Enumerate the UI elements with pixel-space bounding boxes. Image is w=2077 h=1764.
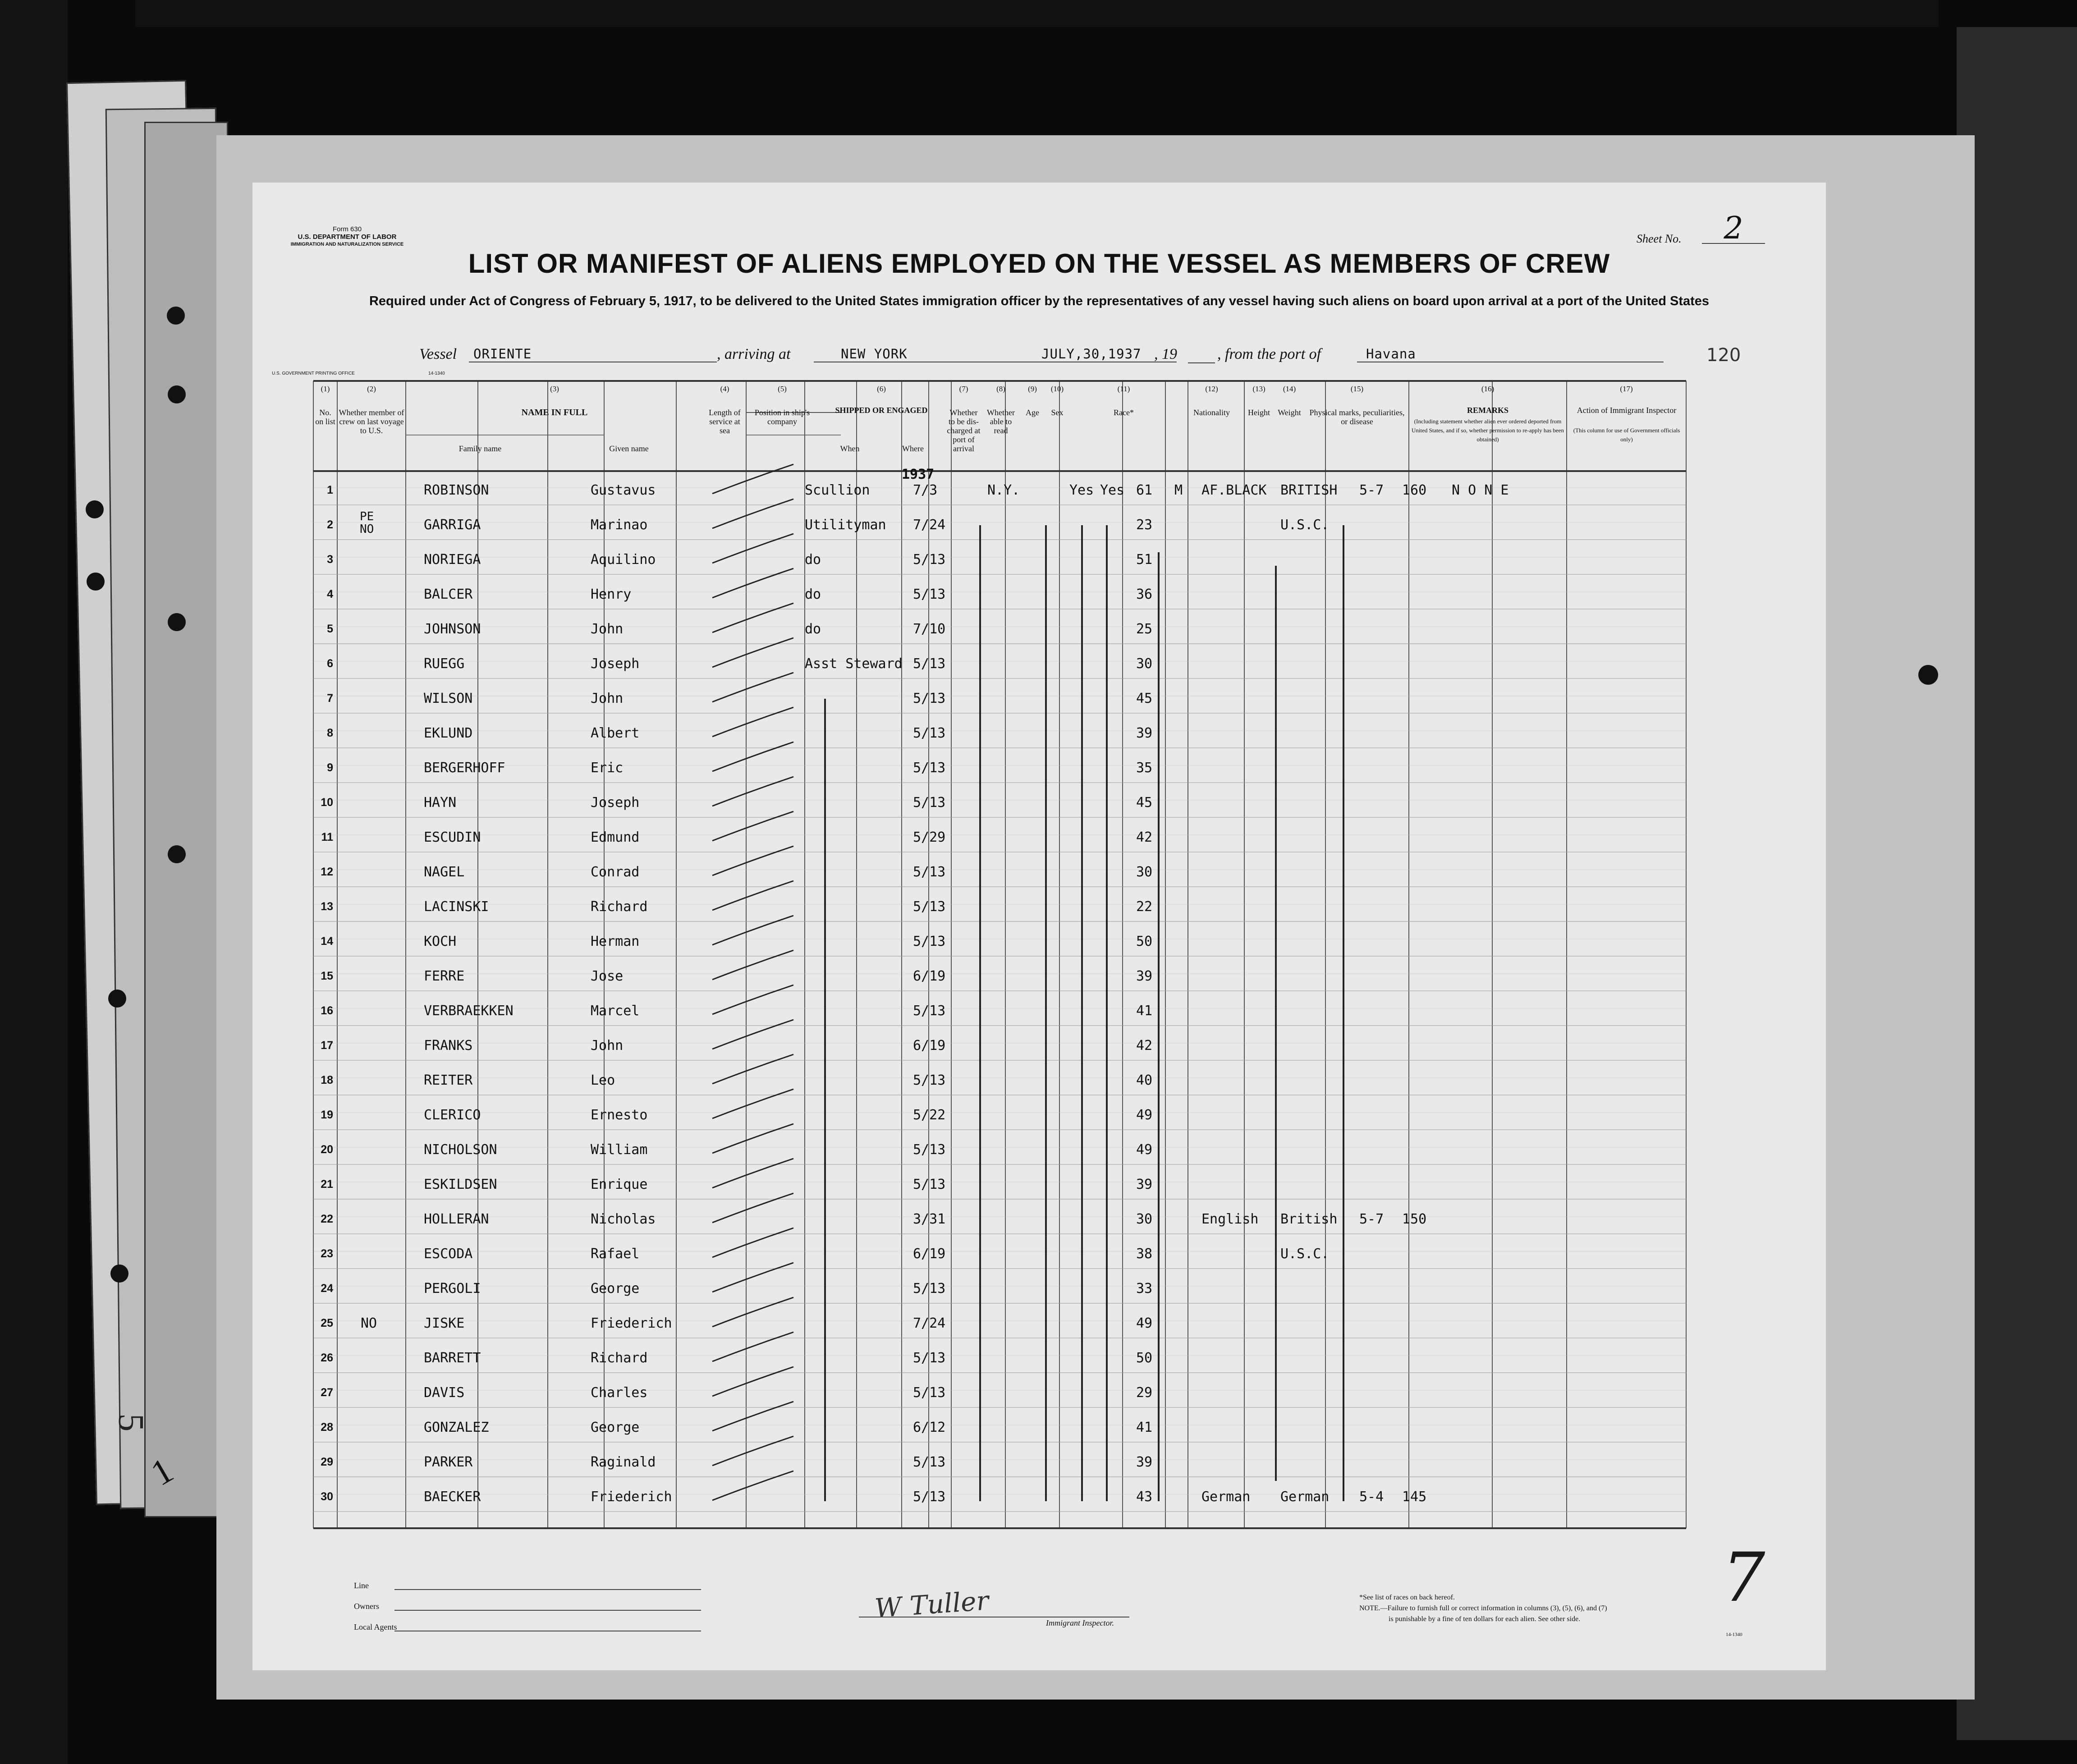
- column-number: (7): [959, 385, 968, 393]
- footer-agents-blank: [394, 1622, 701, 1631]
- family-name: REITER: [424, 1072, 473, 1088]
- shipped-when: 5/13: [913, 691, 946, 706]
- position-in-company: do: [805, 552, 821, 568]
- service-check-mark: [712, 916, 793, 945]
- given-name: George: [591, 1420, 640, 1435]
- shipped-when: 3/31: [913, 1211, 946, 1227]
- row-number: 13: [321, 900, 333, 913]
- family-name: RUEGG: [424, 656, 465, 672]
- film-edge-top: [135, 0, 1939, 27]
- given-name: Gustavus: [591, 482, 656, 498]
- given-name: Richard: [591, 899, 648, 915]
- row-number: 4: [327, 588, 333, 600]
- age: 29: [1136, 1385, 1153, 1401]
- family-name: BERGERHOFF: [424, 760, 505, 776]
- given-name: Rafael: [591, 1246, 640, 1262]
- height: 5-7: [1359, 482, 1384, 498]
- form-number: Form 630: [332, 225, 362, 233]
- age: 45: [1136, 795, 1153, 811]
- column-number: (12): [1205, 385, 1218, 393]
- footer-agents-label: Local Agents: [354, 1622, 397, 1631]
- row-number: 24: [321, 1282, 333, 1295]
- family-name: GONZALEZ: [424, 1420, 489, 1435]
- age: 23: [1136, 517, 1153, 533]
- row-number: 20: [321, 1143, 333, 1156]
- family-name: PERGOLI: [424, 1281, 481, 1297]
- footer-line-label: Line: [354, 1581, 369, 1590]
- punch-hole: [87, 573, 105, 591]
- age: 45: [1136, 691, 1153, 706]
- given-name: Aquilino: [591, 552, 656, 568]
- department-name: U.S. DEPARTMENT OF LABOR: [298, 233, 397, 241]
- service-check-mark: [712, 1159, 793, 1188]
- nationality: German: [1280, 1489, 1330, 1505]
- remarks-header: REMARKS: [1467, 406, 1508, 415]
- age: 39: [1136, 1454, 1153, 1470]
- weight: 160: [1402, 482, 1427, 498]
- shipped-when: 5/13: [913, 656, 946, 672]
- service-check-mark: [712, 777, 793, 806]
- age: 35: [1136, 760, 1153, 776]
- row-number: 25: [321, 1317, 333, 1329]
- arrival-port: NEW YORK: [814, 346, 1030, 362]
- family-name: BAECKER: [424, 1489, 481, 1505]
- row-number: 21: [321, 1178, 333, 1191]
- service-name: IMMIGRATION AND NATURALIZATION SERVICE: [290, 242, 404, 247]
- when-header: When: [840, 444, 860, 453]
- column-header: Position in ship's company: [754, 408, 810, 426]
- age: 43: [1136, 1489, 1153, 1505]
- family-name: NICHOLSON: [424, 1142, 497, 1158]
- column-number: (17): [1620, 385, 1633, 393]
- row-number: 18: [321, 1074, 333, 1086]
- column-number: (9): [1028, 385, 1037, 393]
- given-name: Nicholas: [591, 1211, 656, 1227]
- manifest-sheet: [252, 183, 1826, 1670]
- given-name: John: [591, 621, 624, 637]
- age: 22: [1136, 899, 1153, 915]
- shipped-where: N.Y.: [987, 482, 1020, 498]
- given-name: Friederich: [591, 1315, 672, 1331]
- service-check-mark: [712, 1124, 793, 1153]
- column-number: (8): [996, 385, 1005, 393]
- family-name: JISKE: [424, 1315, 465, 1331]
- shipped-when: 7/24: [913, 1315, 946, 1331]
- shipped-when: 5/13: [913, 1489, 946, 1505]
- service-check-mark: [712, 1054, 793, 1084]
- row-number: 7: [327, 692, 333, 705]
- column-header: Nationality: [1193, 408, 1230, 417]
- position-in-company: do: [805, 586, 821, 602]
- stack-mark-1: 1: [144, 1450, 180, 1494]
- year-header: 1937: [902, 467, 935, 482]
- column-header: Race*: [1114, 408, 1134, 417]
- family-name: HOLLERAN: [424, 1211, 489, 1227]
- position-in-company: Scullion: [805, 482, 870, 498]
- service-check-mark: [712, 742, 793, 771]
- row-number: 22: [321, 1213, 333, 1225]
- family-name: PARKER: [424, 1454, 473, 1470]
- age: 33: [1136, 1281, 1153, 1297]
- age: 36: [1136, 586, 1153, 602]
- position-in-company: do: [805, 621, 821, 637]
- age: 51: [1136, 552, 1153, 568]
- service-check-mark: [712, 1089, 793, 1118]
- from-port-label: , from the port of: [1217, 346, 1321, 362]
- shipped-when: 5/13: [913, 552, 946, 568]
- row-number: 9: [327, 761, 333, 774]
- given-name: Marcel: [591, 1003, 640, 1019]
- column-header: Length of service at sea: [709, 408, 741, 435]
- family-name: JOHNSON: [424, 621, 481, 637]
- shipped-when: 5/22: [913, 1107, 946, 1123]
- service-check-mark: [712, 1263, 793, 1292]
- column-number: (11): [1117, 385, 1130, 393]
- shipped-when: 7/3: [913, 482, 938, 498]
- family-name: NORIEGA: [424, 552, 481, 568]
- age: 39: [1136, 968, 1153, 984]
- discharged-at-port: Yes: [1069, 482, 1094, 498]
- given-name: Herman: [591, 934, 640, 949]
- age: 38: [1136, 1246, 1153, 1262]
- stacked-page: [144, 122, 228, 1517]
- given-name: Ernesto: [591, 1107, 648, 1123]
- footnote-warning: NOTE.—Failure to furnish full or correct information in columns (3), (5), (6), and (7): [1359, 1604, 1607, 1612]
- given-name: Jose: [591, 968, 624, 984]
- film-edge-left: [0, 0, 68, 1764]
- shipped-when: 6/12: [913, 1420, 946, 1435]
- row-number: 17: [321, 1039, 333, 1052]
- column-number: (5): [778, 385, 787, 393]
- column-header: Whether member of crew on last voyage to U.S.: [339, 408, 404, 435]
- position-in-company: Utilityman: [805, 517, 886, 533]
- family-name: KOCH: [424, 934, 457, 949]
- member-last-voyage: NO: [361, 1315, 377, 1331]
- family-name: BARRETT: [424, 1350, 481, 1366]
- age: 49: [1136, 1107, 1153, 1123]
- age: 40: [1136, 1072, 1153, 1088]
- age: 39: [1136, 1177, 1153, 1192]
- shipped-when: 6/19: [913, 1246, 946, 1262]
- service-check-mark: [712, 1020, 793, 1049]
- given-name: George: [591, 1281, 640, 1297]
- row-number: 28: [321, 1421, 333, 1434]
- punch-hole: [168, 845, 186, 863]
- family-name: CLERICO: [424, 1107, 481, 1123]
- column-header: Age: [1026, 408, 1039, 417]
- footnote-fine: is punishable by a fine of ten dollars for each alien. See other side.: [1389, 1615, 1581, 1623]
- given-name: John: [591, 1038, 624, 1054]
- age: 41: [1136, 1420, 1153, 1435]
- physical-marks: N O N E: [1452, 482, 1509, 498]
- race: AF.BLACK: [1201, 482, 1267, 498]
- sheet-stamp: 120: [1706, 345, 1741, 366]
- footnote-races: *See list of races on back hereof.: [1359, 1594, 1455, 1601]
- punch-hole: [168, 613, 186, 631]
- age: 61: [1136, 482, 1153, 498]
- service-check-mark: [712, 464, 793, 494]
- year-label: , 19: [1154, 346, 1177, 362]
- service-check-mark: [712, 846, 793, 875]
- column-header: Physical marks, peculiarities, or disease: [1309, 408, 1405, 426]
- family-name: LACINSKI: [424, 899, 489, 915]
- row-number: 16: [321, 1004, 333, 1017]
- punch-hole: [108, 990, 126, 1008]
- column-number: (2): [367, 385, 376, 393]
- page-subtitle: Required under Act of Congress of February 5, 1917, to be delivered to the United States immigration officer by the representatives of any vessel having such aliens on board upon arrival at a port of the United States: [369, 294, 1710, 308]
- action-note: (This column for use of Government officials only): [1573, 427, 1680, 443]
- column-header: Weight: [1278, 408, 1301, 417]
- shipped-when: 7/24: [913, 517, 946, 533]
- service-check-mark: [712, 1402, 793, 1431]
- column-number: (15): [1350, 385, 1364, 393]
- service-check-mark: [712, 985, 793, 1014]
- row-number: 29: [321, 1456, 333, 1468]
- remarks-note: (Including statement whether alien ever ordered deported from United States, and if so, whether permission to re-apply has been obtained): [1412, 418, 1564, 443]
- vessel-label: Vessel: [419, 346, 457, 362]
- service-check-mark: [712, 1367, 793, 1396]
- family-name: NAGEL: [424, 864, 465, 880]
- given-name: Enrique: [591, 1177, 648, 1192]
- shipped-when: 5/13: [913, 864, 946, 880]
- shipped-when: 6/19: [913, 1038, 946, 1054]
- footer-code: 14-1340: [1726, 1632, 1742, 1637]
- footer-line-blank: [394, 1580, 701, 1590]
- given-name: Friederich: [591, 1489, 672, 1505]
- column-header: Sex: [1051, 408, 1064, 417]
- inspector-label: Immigrant Inspector.: [1046, 1618, 1114, 1627]
- given-name: William: [591, 1142, 648, 1158]
- shipped-when: 5/13: [913, 1177, 946, 1192]
- family-name: GARRIGA: [424, 517, 481, 533]
- row-number: 14: [321, 935, 333, 948]
- family-name: EKLUND: [424, 725, 473, 741]
- arrival-date: JULY,30,1937: [1019, 346, 1177, 362]
- row-number: 3: [327, 553, 333, 566]
- column-header: Whether able to read: [987, 408, 1015, 435]
- shipped-when: 5/13: [913, 760, 946, 776]
- punch-hole: [167, 307, 185, 325]
- vessel-name: ORIENTE: [469, 346, 717, 362]
- shipped-when: 7/10: [913, 621, 946, 637]
- row-number: 26: [321, 1352, 333, 1364]
- shipped-when: 5/13: [913, 1142, 946, 1158]
- shipped-engaged-header: SHIPPED OR ENGAGED: [835, 406, 928, 415]
- row-number: 10: [321, 796, 333, 809]
- age: 42: [1136, 1038, 1153, 1054]
- able-to-read: Yes: [1100, 482, 1125, 498]
- position-in-company: Asst Steward: [805, 656, 903, 672]
- age: 41: [1136, 1003, 1153, 1019]
- print-code: 14-1340: [428, 371, 445, 376]
- family-name: ESCODA: [424, 1246, 473, 1262]
- column-number: (6): [877, 385, 886, 393]
- row-number: 8: [327, 727, 333, 739]
- nationality: U.S.C.: [1280, 1246, 1330, 1262]
- row-number: 6: [327, 657, 333, 670]
- service-check-mark: [712, 1228, 793, 1257]
- column-number: (14): [1283, 385, 1296, 393]
- given-name: Edmund: [591, 829, 640, 845]
- action-header: Action of Immigrant Inspector: [1577, 406, 1677, 415]
- row-number: 11: [321, 831, 333, 843]
- service-check-mark: [712, 673, 793, 702]
- shipped-when: 5/13: [913, 899, 946, 915]
- age: 30: [1136, 1211, 1153, 1227]
- shipped-when: 5/13: [913, 1350, 946, 1366]
- arriving-label: , arriving at: [717, 346, 791, 362]
- departure-port: Havana: [1357, 346, 1664, 362]
- column-number: (16): [1481, 385, 1495, 393]
- service-check-mark: [712, 534, 793, 563]
- row-number: 12: [321, 866, 333, 878]
- column-number: (4): [720, 385, 729, 393]
- shipped-when: 5/13: [913, 1281, 946, 1297]
- where-header: Where: [902, 444, 924, 453]
- page-title: LIST OR MANIFEST OF ALIENS EMPLOYED ON THE VESSEL AS MEMBERS OF CREW: [468, 248, 1610, 279]
- family-name: ESCUDIN: [424, 829, 481, 845]
- column-header: Whether to be dis-charged at port of arrival: [947, 408, 981, 453]
- age: 39: [1136, 725, 1153, 741]
- age: 50: [1136, 934, 1153, 949]
- given-name: Conrad: [591, 864, 640, 880]
- family-name: BALCER: [424, 586, 473, 602]
- column-header: Height: [1248, 408, 1270, 417]
- service-check-mark: [712, 1297, 793, 1327]
- film-edge-right: [1957, 27, 2077, 1740]
- family-name: FERRE: [424, 968, 465, 984]
- family-name: ROBINSON: [424, 482, 489, 498]
- member-last-voyage: PE: [360, 510, 374, 523]
- column-number: (13): [1252, 385, 1265, 393]
- service-check-mark: [712, 1193, 793, 1223]
- service-check-mark: [712, 638, 793, 667]
- family-name: FRANKS: [424, 1038, 473, 1054]
- given-name: John: [591, 691, 624, 706]
- given-name: Eric: [591, 760, 624, 776]
- sex: M: [1174, 482, 1183, 498]
- member-last-voyage: NO: [360, 522, 374, 536]
- race: English: [1201, 1211, 1259, 1227]
- row-number: 23: [321, 1247, 333, 1260]
- weight: 150: [1402, 1211, 1427, 1227]
- given-name: Richard: [591, 1350, 648, 1366]
- service-check-mark: [712, 881, 793, 910]
- name-in-full-header: NAME IN FULL: [521, 408, 588, 417]
- age: 49: [1136, 1315, 1153, 1331]
- column-header: No. on list: [315, 408, 335, 426]
- shipped-when: 5/13: [913, 1385, 946, 1401]
- row-number: 5: [327, 623, 333, 635]
- given-name: Leo: [591, 1072, 615, 1088]
- age: 42: [1136, 829, 1153, 845]
- service-check-mark: [712, 811, 793, 841]
- stack-mark-5: 5: [111, 1413, 151, 1432]
- family-name: ESKILDSEN: [424, 1177, 497, 1192]
- big-handwritten-mark: 7: [1722, 1539, 1765, 1617]
- nationality: BRITISH: [1280, 482, 1338, 498]
- shipped-when: 5/13: [913, 1454, 946, 1470]
- punch-hole: [168, 385, 186, 403]
- service-check-mark: [712, 707, 793, 737]
- family-name-header: Family name: [458, 444, 502, 453]
- shipped-when: 5/13: [913, 1072, 946, 1088]
- punch-hole: [110, 1265, 128, 1283]
- shipped-when: 5/13: [913, 725, 946, 741]
- row-number: 2: [327, 518, 333, 531]
- given-name: Marinao: [591, 517, 648, 533]
- shipped-when: 5/29: [913, 829, 946, 845]
- row-number: 15: [321, 970, 333, 982]
- shipped-when: 5/13: [913, 586, 946, 602]
- sheet-no-value: 2: [1702, 211, 1765, 244]
- given-name: Joseph: [591, 656, 640, 672]
- age: 30: [1136, 656, 1153, 672]
- inspector-signature-line: [859, 1614, 1129, 1617]
- column-number: (1): [321, 385, 330, 393]
- given-name: Henry: [591, 586, 632, 602]
- row-number: 1: [327, 484, 333, 496]
- row-number: 27: [321, 1386, 333, 1399]
- given-name-header: Given name: [609, 444, 649, 453]
- race: German: [1201, 1489, 1251, 1505]
- age: 50: [1136, 1350, 1153, 1366]
- service-check-mark: [712, 950, 793, 980]
- printing-office: U.S. GOVERNMENT PRINTING OFFICE: [272, 371, 355, 376]
- service-check-mark: [712, 1471, 793, 1500]
- family-name: WILSON: [424, 691, 473, 706]
- given-name: Charles: [591, 1385, 648, 1401]
- service-check-mark: [712, 1436, 793, 1466]
- punch-hole: [86, 500, 104, 518]
- height: 5-7: [1359, 1211, 1384, 1227]
- age: 30: [1136, 864, 1153, 880]
- column-number: (10): [1050, 385, 1064, 393]
- service-check-mark: [712, 568, 793, 598]
- family-name: HAYN: [424, 795, 457, 811]
- shipped-when: 5/13: [913, 934, 946, 949]
- footer-owners-label: Owners: [354, 1602, 379, 1611]
- row-number: 19: [321, 1109, 333, 1121]
- nationality: U.S.C.: [1280, 517, 1330, 533]
- age: 25: [1136, 621, 1153, 637]
- row-number: 30: [321, 1490, 333, 1503]
- weight: 145: [1402, 1489, 1427, 1505]
- shipped-when: 5/13: [913, 1003, 946, 1019]
- age: 49: [1136, 1142, 1153, 1158]
- footer-owners-blank: [394, 1601, 701, 1611]
- binder-hole: [1918, 665, 1938, 685]
- sheet-no-label: Sheet No.: [1637, 232, 1682, 245]
- column-number: (3): [550, 385, 559, 393]
- height: 5-4: [1359, 1489, 1384, 1505]
- inspector-signature: W Tuller: [873, 1585, 990, 1624]
- service-check-mark: [712, 603, 793, 632]
- shipped-when: 6/19: [913, 968, 946, 984]
- service-check-mark: [712, 499, 793, 528]
- service-check-mark: [712, 1332, 793, 1361]
- family-name: VERBRAEKKEN: [424, 1003, 514, 1019]
- family-name: DAVIS: [424, 1385, 465, 1401]
- nationality: British: [1280, 1211, 1338, 1227]
- given-name: Albert: [591, 725, 640, 741]
- given-name: Raginald: [591, 1454, 656, 1470]
- shipped-when: 5/13: [913, 795, 946, 811]
- given-name: Joseph: [591, 795, 640, 811]
